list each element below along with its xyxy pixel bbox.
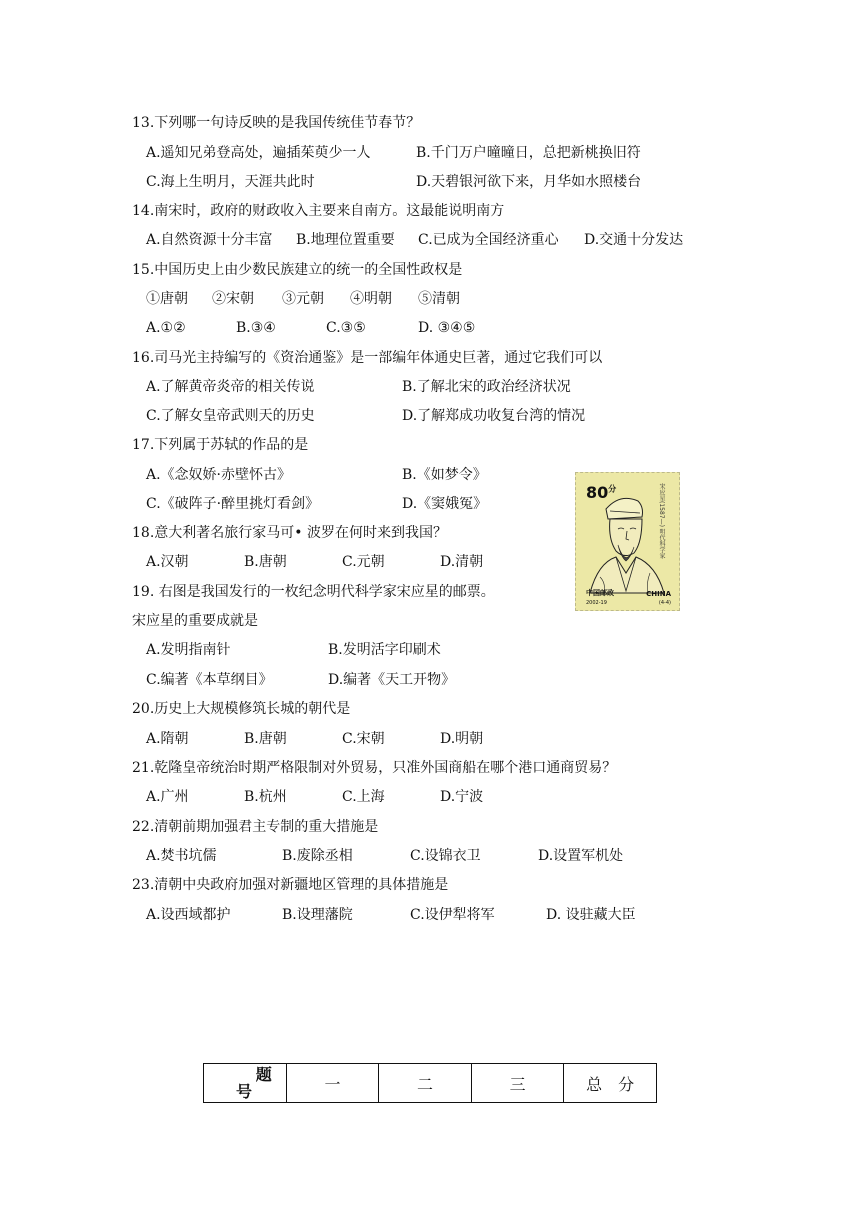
question-15-option-a: A.①②	[146, 320, 186, 336]
question-18-option-b: B.唐朝	[244, 554, 287, 570]
question-15-option-d: D. ③④⑤	[418, 320, 476, 336]
question-14-stem: 14.南宋时，政府的财政收入主要来自南方。这最能说明南方	[132, 203, 505, 219]
question-23-option-b: B.设理藩院	[282, 907, 353, 923]
question-19-option-a: A.发明指南针	[146, 642, 231, 658]
question-23-option-c: C.设伊犁将军	[410, 907, 495, 923]
question-13-option-b: B.千门万户曈曈日，总把新桃换旧符	[416, 145, 641, 161]
score-table-header-top: 题	[255, 1065, 272, 1084]
question-13-option-d: D.天碧银河欲下来，月华如水照楼台	[416, 174, 642, 190]
song-yingxing-stamp-image	[572, 469, 683, 614]
question-17-stem: 17.下列属于苏轼的作品的是	[132, 437, 309, 453]
question-14-option-b: B.地理位置重要	[296, 232, 395, 248]
question-13-option-a: A.遥知兄弟登高处，遍插茱萸少一人	[146, 145, 371, 161]
stamp-denomination: $80^分$	[586, 483, 617, 502]
question-16-option-d: D.了解郑成功收复台湾的情况	[402, 408, 586, 424]
question-21-option-d: D.宁波	[440, 789, 484, 805]
question-15-option-c: C.③⑤	[326, 320, 366, 336]
question-15-item-2: ②宋朝	[212, 291, 254, 307]
question-16-option-b: B.了解北宋的政治经济状况	[402, 379, 571, 395]
question-22-option-a: A.焚书坑儒	[146, 848, 217, 864]
stamp-caption: 宋应星(1587—) 明代科学家	[658, 483, 665, 559]
question-20-option-a: A.隋朝	[146, 731, 189, 747]
question-17-option-c: C.《破阵子·醉里挑灯看剑》	[146, 496, 320, 512]
question-22-option-b: B.废除丞相	[282, 848, 353, 864]
question-15-item-1: ①唐朝	[146, 291, 188, 307]
question-23-stem: 23.清朝中央政府加强对新疆地区管理的具体措施是	[132, 877, 449, 893]
question-18-option-a: A.汉朝	[146, 554, 189, 570]
question-19-stem-continued: 宋应星的重要成就是	[132, 613, 258, 629]
question-14-option-d: D.交通十分发达	[584, 232, 684, 248]
question-21-option-c: C.上海	[342, 789, 385, 805]
question-13-stem: 13.下列哪一句诗反映的是我国传统佳节春节？	[132, 115, 421, 131]
question-20-option-d: D.明朝	[440, 731, 484, 747]
stamp-denomination-unit: 分	[608, 484, 617, 494]
score-table-col-1: 一	[286, 1064, 379, 1103]
question-15-item-4: ④明朝	[350, 291, 392, 307]
question-20-option-b: B.唐朝	[244, 731, 287, 747]
score-table-row	[204, 1064, 657, 1103]
stamp-brand-label: CHINA	[646, 590, 671, 598]
score-table-header-cell	[204, 1064, 287, 1103]
score-table-col-total: 总 分	[564, 1064, 657, 1103]
question-23-option-a: A.设西域都护	[146, 907, 231, 923]
question-22-option-d: D.设置军机处	[538, 848, 624, 864]
question-22-option-c: C.设锦衣卫	[410, 848, 481, 864]
question-14-option-a: A.自然资源十分丰富	[146, 232, 273, 248]
stamp-code-left: 2002-19	[586, 600, 607, 606]
question-14-option-c: C.已成为全国经济重心	[418, 232, 559, 248]
question-23-option-d: D. 设驻藏大臣	[546, 907, 636, 923]
question-15-item-3: ③元朝	[282, 291, 324, 307]
stamp-code-right: (4-4)	[658, 600, 671, 606]
question-19-stem: 19. 右图是我国发行的一枚纪念明代科学家宋应星的邮票。	[132, 584, 495, 600]
question-19-option-c: C.编著《本草纲目》	[146, 672, 273, 688]
question-15-item-5: ⑤清朝	[418, 291, 460, 307]
question-20-stem: 20.历史上大规模修筑长城的朝代是	[132, 701, 351, 717]
question-17-option-d: D.《窦娥冤》	[402, 496, 488, 512]
question-16-option-c: C.了解女皇帝武则天的历史	[146, 408, 315, 424]
question-18-stem: 18.意大利著名旅行家马可• 波罗在何时来到我国？	[132, 525, 447, 541]
question-19-option-d: D.编著《天工开物》	[328, 672, 456, 688]
question-16-stem: 16.司马光主持编写的《资治通鉴》是一部编年体通史巨著，通过它我们可以	[132, 350, 603, 366]
question-18-option-d: D.清朝	[440, 554, 484, 570]
question-21-stem: 21.乾隆皇帝统治时期严格限制对外贸易，只准外国商船在哪个港口通商贸易？	[132, 760, 617, 776]
question-17-option-a: A.《念奴娇·赤壁怀古》	[146, 467, 292, 483]
stamp-country-label: 中国邮政	[586, 589, 614, 597]
score-table	[203, 1063, 657, 1103]
question-20-option-c: C.宋朝	[342, 731, 385, 747]
question-17-option-b: B.《如梦令》	[402, 467, 487, 483]
stamp-face	[575, 472, 680, 611]
score-table-header-bottom: 号	[236, 1082, 253, 1101]
question-15-stem: 15.中国历史上由少数民族建立的统一的全国性政权是	[132, 262, 463, 278]
question-15-option-b: B.③④	[236, 320, 276, 336]
question-18-option-c: C.元朝	[342, 554, 385, 570]
question-22-stem: 22.清朝前期加强君主专制的重大措施是	[132, 819, 379, 835]
score-table-col-2: 二	[379, 1064, 472, 1103]
question-16-option-a: A.了解黄帝炎帝的相关传说	[146, 379, 315, 395]
question-21-option-b: B.杭州	[244, 789, 287, 805]
question-19-option-b: B.发明活字印刷术	[328, 642, 441, 658]
question-13-option-c: C.海上生明月，天涯共此时	[146, 174, 315, 190]
score-table-col-3: 三	[471, 1064, 564, 1103]
question-21-option-a: A.广州	[146, 789, 189, 805]
